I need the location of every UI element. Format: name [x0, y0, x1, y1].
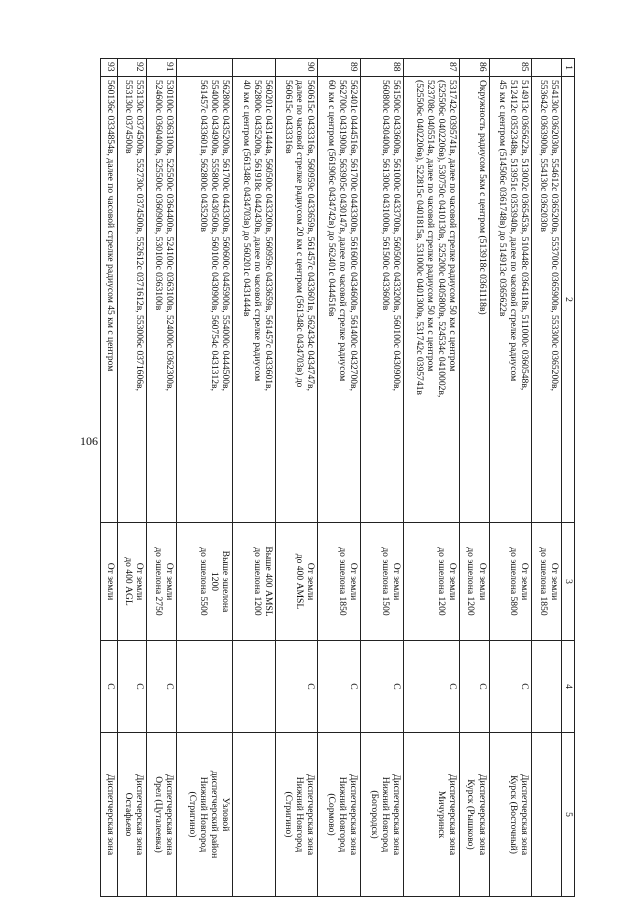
cell-line: Нижний Новгород — [294, 776, 306, 853]
cell-line: до эшелона 2750 — [153, 547, 165, 616]
airspace-class-cell: С — [275, 641, 318, 733]
airspace-class-cell — [232, 641, 275, 733]
cell-line: Окружность радиусом 5км с центром (513918с 0361118в) — [476, 80, 488, 315]
cell-line: От земли — [134, 562, 146, 601]
cell-line: 561457с 0433601в, 562800с 0435200в — [197, 80, 209, 232]
header-col-4: 4 — [562, 641, 575, 733]
cell-line: От земли — [305, 562, 317, 601]
cell-line: Мичуринск — [435, 790, 447, 839]
vertical-limits-cell — [489, 523, 532, 641]
cell-line: до эшелона 5800 — [508, 547, 520, 616]
cell-line: далее по часовой стрелке радиусом 20 км с центром (561348с 0434703в) до — [294, 80, 306, 388]
row-number-cell: 90 — [275, 59, 318, 77]
vertical-limits-cell — [318, 523, 361, 641]
cell-line: Нижний Новгород — [379, 776, 391, 853]
vertical-limits-cell — [361, 523, 404, 641]
area-boundary-cell — [232, 77, 275, 523]
vertical-limits-cell — [117, 523, 147, 641]
cell-line: (525506с 0402206в), 522815с 0401815в, 531000с 0401300в, 531742с 0395741в — [413, 80, 425, 395]
cell-line: 531742с 0395741в, далее по часовой стрелке радиусом 50 км с центром — [446, 80, 458, 372]
cell-line: 553130с 0374500в — [123, 80, 135, 154]
vertical-limits-cell — [177, 523, 233, 641]
cell-line: 523708с 0405514в, далее по часовой стрелке радиусом 50 км с центром — [424, 80, 436, 372]
cell-line: Нижний Новгород — [197, 776, 209, 853]
row-number-cell: 89 — [318, 59, 361, 77]
cell-line: Диспетчерская зона — [305, 773, 317, 856]
vertical-limits-cell — [532, 523, 562, 641]
area-boundary-cell — [318, 77, 361, 523]
cell-line: 553642с 0363900в, 554130с 0362030в — [537, 80, 549, 232]
cell-line: Диспетчерская зона — [519, 773, 531, 856]
cell-line: Диспетчерская зона — [446, 773, 458, 856]
cell-line: 524600с 0360400в, 525500с 0360900в, 530100с 0363100в — [153, 80, 165, 311]
row-number-cell — [177, 59, 233, 77]
table-body — [101, 59, 562, 897]
row-number-cell: 88 — [361, 59, 404, 77]
cell-line: до эшелона 1850 — [537, 547, 549, 616]
area-boundary-cell — [101, 77, 118, 523]
vertical-limits-cell — [147, 523, 177, 641]
cell-line: Остафьево — [123, 792, 135, 837]
cell-line: (Стригино) — [283, 791, 295, 838]
zone-name-cell — [404, 733, 460, 897]
table-row — [101, 59, 118, 897]
cell-line: От земли — [446, 562, 458, 601]
cell-line: От земли — [104, 562, 116, 601]
rotated-table-page — [100, 58, 575, 896]
header-col-3: 3 — [562, 523, 575, 641]
zone-name-cell — [361, 733, 404, 897]
cell-line: (525506с 0402206в), 530750с 0410130в, 525200с 0405800в, 524534с 0410002в, — [435, 80, 447, 398]
area-boundary-cell — [532, 77, 562, 523]
area-boundary-cell — [404, 77, 460, 523]
airspace-class-cell: С — [147, 641, 177, 733]
zone-name-cell — [232, 733, 275, 897]
zone-name-cell — [459, 733, 489, 897]
cell-line: Орел (Цуталеевка) — [153, 776, 165, 853]
cell-line: От земли — [519, 562, 531, 601]
cell-line: Диспетчерская зона — [348, 773, 360, 856]
zone-name-cell — [147, 733, 177, 897]
header-col-2: 2 — [562, 77, 575, 523]
cell-line: 560615с 0433316в, 560959с 0433659в, 561457с 0433601в, 562434с 0434747в, — [305, 80, 317, 391]
vertical-limits-cell — [232, 523, 275, 641]
cell-line: до 400 AGL — [123, 557, 135, 606]
zone-name-cell — [532, 733, 562, 897]
header-col-5: 5 — [562, 733, 575, 897]
cell-line: Диспетчерская зона — [134, 773, 146, 856]
cell-line: Диспетчерская зона — [164, 773, 176, 856]
area-boundary-cell — [117, 77, 147, 523]
cell-line: 562800с 0435200в, 561918с 0442430в, далее по часовой стрелке радиусом — [251, 80, 263, 382]
cell-line: 560136с 0334854в, далее по часовой стрелке радиусом 45 км с центром — [104, 80, 116, 372]
cell-line: От земли — [164, 562, 176, 601]
cell-line: до эшелона 1200 — [251, 547, 263, 616]
cell-line: 561500с 0433600в, 561000с 0433700в, 560500с 0433200в, 560100с 0430900в, — [391, 80, 403, 391]
airspace-class-cell: С — [361, 641, 404, 733]
zone-name-cell — [101, 733, 118, 897]
row-number-cell — [532, 59, 562, 77]
airspace-class-cell — [177, 641, 233, 733]
cell-line: 562800с 0435200в, 561700с 0443300в, 560600с 0445900в, 554000с 0444500в, — [219, 80, 231, 391]
table-row — [232, 59, 275, 897]
airspace-class-cell: С — [117, 641, 147, 733]
cell-line: Диспетчерская зона — [391, 773, 403, 856]
cell-line: до 400 AMSL — [294, 553, 306, 610]
cell-line: Курск (Восточный) — [508, 775, 520, 854]
area-boundary-cell — [489, 77, 532, 523]
cell-line: 40 км с центром (561348с 0434703в) до 560201с 0431444в — [240, 80, 252, 317]
table-row — [275, 59, 318, 897]
table-row — [404, 59, 460, 897]
cell-line: 554130с 0362030в, 554612с 0365200в, 553700с 0365900в, 553300с 0365200в, — [549, 80, 560, 391]
area-boundary-cell — [147, 77, 177, 523]
cell-line: 554000с 0434900в, 555800с 0430500в, 560100с 0430900в, 560754с 0431312в, — [208, 80, 220, 391]
cell-line: 1200 — [208, 571, 220, 592]
cell-line: диспетчерский район — [208, 770, 220, 859]
airspace-class-cell: С — [318, 641, 361, 733]
table-row — [147, 59, 177, 897]
cell-line: Диспетчерская зона — [104, 773, 116, 856]
cell-line: (Стригино) — [186, 791, 198, 838]
row-number-cell: 85 — [489, 59, 532, 77]
row-number-cell: 93 — [101, 59, 118, 77]
area-boundary-cell — [177, 77, 233, 523]
cell-line: Нижний Новгород — [337, 776, 349, 853]
row-number-cell: 87 — [404, 59, 460, 77]
cell-line: 530100с 0363100в, 525500с 0364400в, 524100с 0363100в, 524000с 0362300в, — [164, 80, 176, 391]
cell-line: до эшелона 1200 — [435, 547, 447, 616]
area-boundary-cell — [275, 77, 318, 523]
cell-line: до эшелона 1500 — [379, 547, 391, 616]
table-row — [177, 59, 233, 897]
cell-line: 60 км с центром (561906с 0434742в) до 562401с 0444516в — [326, 80, 338, 317]
cell-line: От земли — [391, 562, 403, 601]
cell-line: Выше эшелона — [219, 550, 231, 613]
vertical-limits-cell — [275, 523, 318, 641]
page-number: 106 — [80, 434, 98, 448]
table-row — [318, 59, 361, 897]
airspace-class-cell: С — [101, 641, 118, 733]
vertical-limits-cell — [404, 523, 460, 641]
zone-name-cell — [275, 733, 318, 897]
zone-name-cell — [489, 733, 532, 897]
header-col-1: 1 — [562, 59, 575, 77]
row-number-cell: 86 — [459, 59, 489, 77]
cell-line: От земли — [476, 562, 488, 601]
cell-line: 562401с 0444516в, 561700с 0443300в, 561600с 0434600в, 561400с 0432700в, — [348, 80, 360, 391]
row-number-cell: 92 — [117, 59, 147, 77]
cell-line: 562700с 0431900в, 563905с 0430147в, далее по часовой стрелке радиусом — [337, 80, 349, 382]
vertical-limits-cell — [101, 523, 118, 641]
cell-line: 514913с 0365622в, 513002с 0365453в, 510448с 0364118в, 511000с 0360548в, — [519, 80, 531, 391]
cell-line: Курск (Рышково) — [465, 779, 477, 850]
cell-line: 560201с 0431444в, 560500с 0433200в, 560959с 0433659в, 561457с 0433601в, — [262, 80, 274, 391]
zone-name-cell — [318, 733, 361, 897]
cell-line: 45 км с центром (514506с 0361748в) до 514913с 0365622в — [497, 80, 509, 317]
area-boundary-cell — [361, 77, 404, 523]
cell-line: 560615с 0433316в — [283, 80, 295, 154]
zone-name-cell — [177, 733, 233, 897]
cell-line: 553130с 0374500в, 552730с 0374500в, 552612с 0371612в, 553006с 0371606в, — [134, 80, 146, 391]
cell-line: (Богородск) — [368, 790, 380, 839]
cell-line: Узловой — [219, 797, 231, 832]
airspace-table — [100, 58, 575, 897]
table-row — [459, 59, 489, 897]
zone-name-cell — [117, 733, 147, 897]
table-row — [532, 59, 562, 897]
cell-line: 560800с 0430400в, 561300с 0431000в, 561500с 0433600в — [379, 80, 391, 311]
header-row — [562, 59, 575, 897]
cell-line: (Сормово) — [326, 793, 338, 836]
row-number-cell: 91 — [147, 59, 177, 77]
cell-line: Выше 400 AMSL — [262, 546, 274, 617]
row-number-cell — [232, 59, 275, 77]
table-row — [489, 59, 532, 897]
airspace-class-cell: С — [489, 641, 532, 733]
cell-line: до эшелона 1850 — [337, 547, 349, 616]
cell-line: 512412с 0352348в, 513951с 0353940в, далее по часовой стрелке радиусом — [508, 80, 520, 382]
area-boundary-cell — [459, 77, 489, 523]
cell-line: до эшелона 1200 — [465, 547, 477, 616]
table-row — [117, 59, 147, 897]
cell-line: до эшелона 5500 — [197, 547, 209, 616]
cell-line: От земли — [348, 562, 360, 601]
cell-line: От земли — [549, 562, 560, 601]
table-row — [361, 59, 404, 897]
airspace-class-cell — [532, 641, 562, 733]
vertical-limits-cell — [459, 523, 489, 641]
cell-line: Диспетчерская зона — [476, 773, 488, 856]
airspace-class-cell: С — [459, 641, 489, 733]
airspace-class-cell: С — [404, 641, 460, 733]
